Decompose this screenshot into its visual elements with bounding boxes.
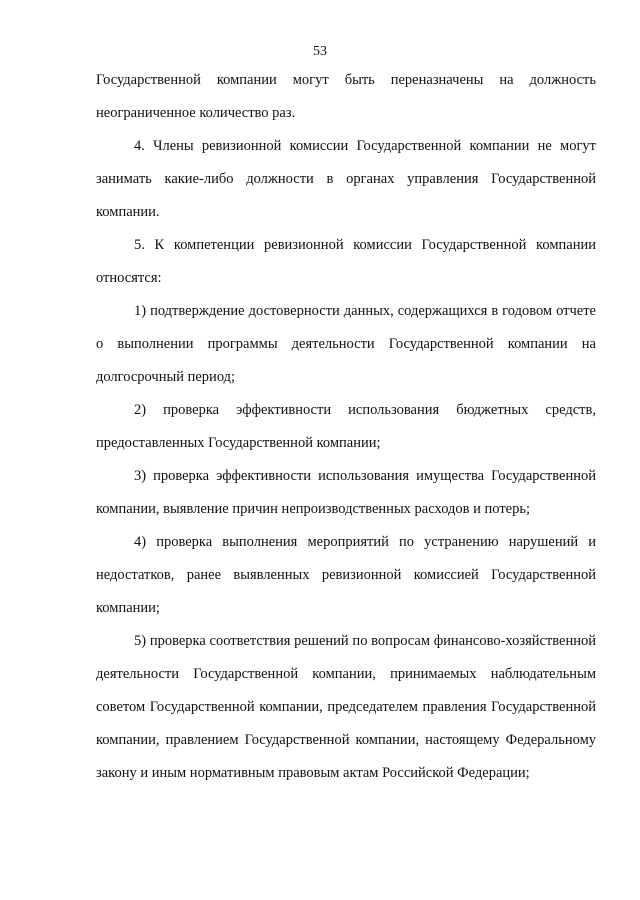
paragraph-continuation: Государственной компании могут быть переназначены на должность неограниченное количество раз.: [96, 72, 596, 121]
page-number: 53: [313, 44, 327, 59]
document-body: [96, 64, 596, 790]
list-item-2: 2) проверка эффективности использования бюджетных средств, предоставленных Государственной компании;: [96, 402, 596, 451]
paragraph-item-4: 4. Члены ревизионной комиссии Государственной компании не могут занимать какие-либо должности в органах управления Государственной компании.: [96, 138, 596, 220]
list-item-1: 1) подтверждение достоверности данных, содержащихся в годовом отчете о выполнении программы деятельности Государственной компании на долгосрочный период;: [96, 303, 596, 385]
list-item-5: 5) проверка соответствия решений по вопросам финансово-хозяйственной деятельности Государственной компании, принимаемых наблюдательным советом Государственной компании, председателем правления Государственной компании, правлением Государственной компании, настоящему Федеральному закону и иным нормативным правовым актам Российской Федерации;: [96, 633, 596, 781]
list-item-3: 3) проверка эффективности использования имущества Государственной компании, выявление причин непроизводственных расходов и потерь;: [96, 468, 596, 517]
paragraph-item-5: 5. К компетенции ревизионной комиссии Государственной компании относятся:: [96, 237, 596, 286]
list-item-4: 4) проверка выполнения мероприятий по устранению нарушений и недостатков, ранее выявленных ревизионной комиссией Государственной компании;: [96, 534, 596, 616]
